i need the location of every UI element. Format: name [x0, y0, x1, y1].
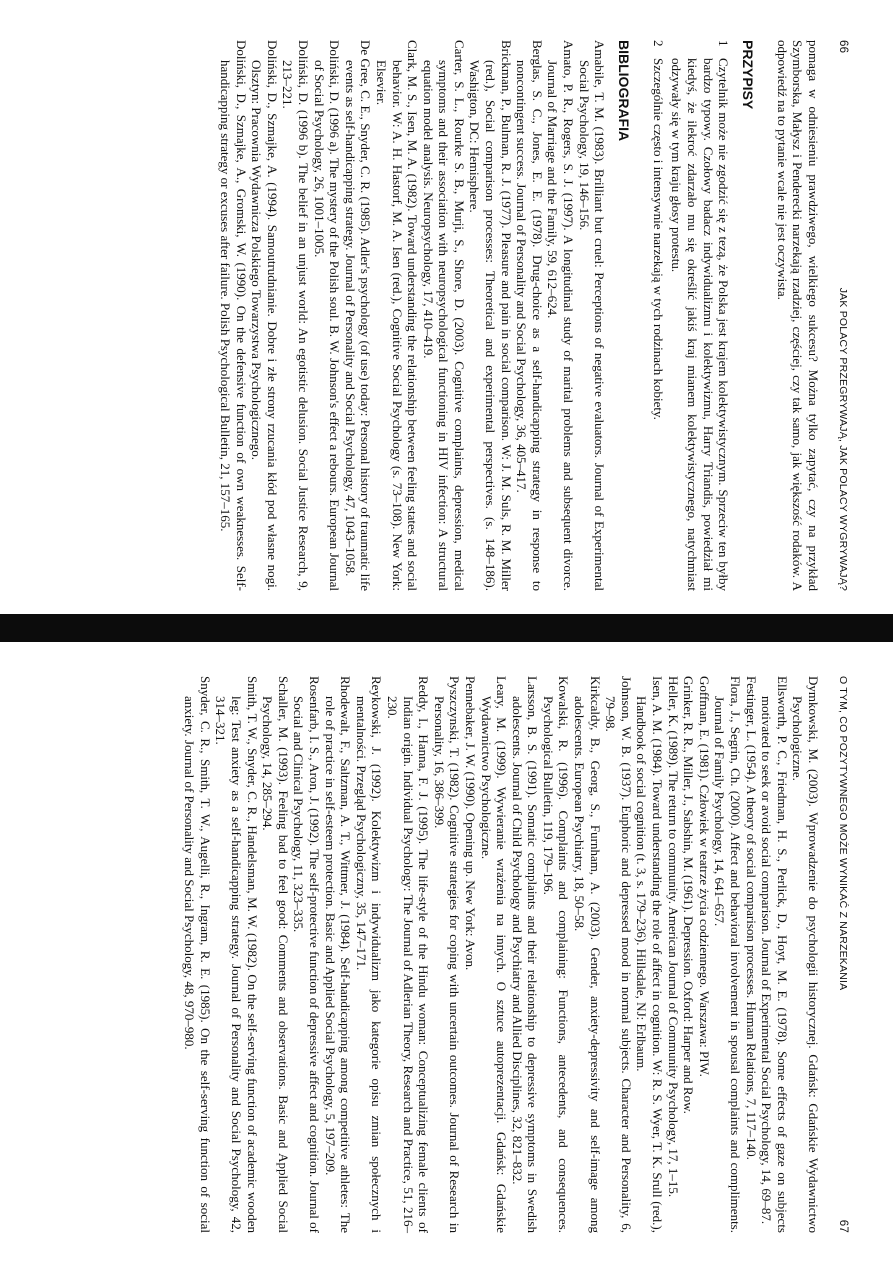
page-number-right: 67 [837, 1219, 849, 1233]
left-page [0, 0, 893, 613]
reference-item: Leary, M. (1999). Wywieranie wrażenia na innych. O sztuce autoprezentacji. Gdańsk: Gdańskie Wydawnictwo Psychologiczne. [478, 676, 510, 1233]
note-text: Czytelnik może nie zgodzić się z tezą, że Polska jest krajem kolektywistycznym. Sprzeciw ten byłby bardzo typowy. Czołowy badacz indywidualizmu i kolektywizmu, Harry Triandis, powiedział mi kiedyś, że ilekroć zdarzało mu się określić jakiś kraj mianem kolektywistycznego, natychmiast odzywały się w tym kraju głosy protestu. [669, 58, 732, 591]
bibliography-heading: BIBLIOGRAFIA [616, 40, 633, 142]
reference-list-left [217, 40, 607, 591]
reference-item: Doliński, D., Szmajke, A. (1994). Samoutrudnianie. Dobre i złe strony rzucania kłód pod własne nogi. Olsztyn: Pracownia Wydawnicza Polskiego Towarzystwa Psychologicznego. [249, 40, 280, 591]
reference-item: Kirkcaldy, B., Georg, S., Furnham, A. (2003). Gender, anxiety-depressivity and self-image among adolescents. European Psychiatry, 18, 50–58. [572, 676, 603, 1233]
reference-item: Dymkowski, M. (2003). Wprowadzenie do psychologii historycznej. Gdańsk: Gdańskie Wydawnictwo Psychologiczne. [790, 676, 821, 1233]
right-page [0, 646, 893, 1263]
note-number: 2 [650, 40, 666, 47]
note-number: 1 [716, 40, 732, 47]
reference-item: Isen, A. M. (1984). Toward understanding the role of affect in cognition. W: R. S. Wyer, T. K. Srull (red.), Handbook of social cognition (t. 3, s. 179–236). Hillsdale, NJ: Erlbaum. [634, 676, 666, 1233]
reference-item: De Gree, C. E., Snyder, C. R. (1985). Adler's psychology (of use) today: Personal history of traumatic life events as self-handicapping strategy. Journal of Personality and Social Psychology, 47, 1043–1058. [342, 40, 374, 591]
reference-item: Rhodewalt, F., Saltzman, A. T., Wittmer, J. (1984). Self-handicapping among competitive athletes: The role of practice in self-esteem protection. Basic and Applied Social Psychology, 5, 197–209. [322, 676, 354, 1233]
reference-item: Doliński, D. (1996 b). The belief in an unjust world: An egotistic delusion. Social Justice Research, 9, 213–221. [280, 40, 311, 591]
reference-item: Brickman, P., Bulman, R. J. (1977). Pleasure and pain in social comparison. W: J. M. Suls, R. M. Miller (red.), Social comparison processes: Theoretical and experimental perspectives. (s. 148–186). Washigton, DC: Hemisphere. [467, 40, 514, 591]
reference-item: Clark, M. S., Isen, M. A. (1982). Toward understanding the relationship between feeling states and social behavior. W: A. H. Hastorf, M. A. Isen (red.), Cognitive Social Psychology (s. 73–108). New York: Elsevier. [373, 40, 421, 591]
running-head-title-right: O TYM, CO POZYTYWNEGO MOŻE WYNIKAĆ Z NARZEKANIA [837, 676, 849, 991]
book-gutter [0, 614, 893, 642]
reference-item: Doliński, D. (1996 a). The mystery of the Polish soul. B. W. Johnson's effect a rebours. European Journal of Social Psychology, 26, 1001–1005. [311, 40, 343, 591]
reference-item: Doliński, D., Szmajke, A., Gromski, W. (1990). On the defensive function of own weaknesses. Self-handicapping strategy or excuses after failure. Polish Psychological Bulletin, 21, 157–165. [218, 40, 249, 591]
reference-item: Amato, P. R., Rogers, S. J. (1997). A longitudinal study of marital problems and subsequent divorce. Journal of Marriage and the Family, 59, 612–624. [545, 40, 577, 591]
reference-item: Amabile, T. M. (1983). Brilliant but cruel: Perceptions of negative evaluators. Journal of Experimental Social Psychology, 19, 146–156. [576, 40, 608, 591]
note-item [650, 40, 666, 591]
reference-item: Berglas, S. C., Jones, E. E. (1978). Drug-choice as a self-handicapping strategy in response to noncontingent success. Journal of Personality and Social Psychology, 36, 405–417. [514, 40, 545, 591]
note-item [669, 40, 731, 591]
reference-item: Kowalski, R. (1996). Complaints and complaining: Functions, antecedents, and consequences. Psychological Bulletin, 119, 179–196. [540, 676, 572, 1233]
note-text: Szczególnie często i intensywnie narzekają w tych rodzinach kobiety. [650, 58, 666, 420]
reference-list-right [182, 676, 821, 1233]
running-head-right [837, 676, 849, 1233]
page-number-left: 66 [837, 40, 849, 54]
reference-item: Schaller, M. (1993). Feeling bad to feel good: Comments and observations. Basic and Applied Social Psychology, 14, 285–294. [260, 676, 291, 1233]
reference-item: Heller, K. (1989). The return to community. American Journal of Community Psychology, 17, 1–15. [665, 676, 681, 1198]
reference-item: Carter, S. L., Rourke S. B., Murji, S., Shore, D. (2003). Cognitive complaints, depression, medical symptoms and their association with neuropsychological functioning in HIV infection: A structural equation model analysis. Neuropsychology, 17, 410–419. [420, 40, 467, 591]
reference-item: Pennebaker, J. W. (1990). Opening up. New York: Avon. [462, 676, 478, 971]
running-head-left [837, 40, 849, 591]
reference-item: Goffman, E. (1981). Człowiek w teatrze życia codziennego. Warszawa: PIW. [696, 676, 712, 1077]
running-head-title-left: JAK POLACY PRZEGRYWAJĄ, JAK POLACY WYGRYWAJĄ? [837, 287, 849, 591]
reference-item: Reddy, I., Hanna, F. J. (1995). The life-style of the Hindu woman: Conceptualizing female clients of Indian origin. Individual Psychology: The Journal of Adlerian Theory, Research and Practice, 51, 216–230. [384, 676, 432, 1233]
intro-paragraph: pomaga w odniesieniu prawdziwego, wielkiego sukcesu? Można tylko zapytać, czy na przykład Szymborska, Małysz i Penderecki narzekają rzadziej, częściej, czy tak samo, jak większość rodaków. A odpowiedź na to pytanie wcale nie jest oczywista. [774, 40, 821, 591]
reference-item: Flora, J., Segrin, Ch. (2000). Affect and behavioral involvement in spousal complaints and compliments. Journal of Family Psychology, 14, 641–657. [712, 676, 744, 1233]
reference-item: Johnson, W. B. (1937). Euphoric and depressed mood in normal subjects. Character and Personality, 6, 79–98. [603, 676, 634, 1233]
reference-item: Festinger, L. (1954). A theory of social comparison processes. Human Relations, 7, 117–140. [743, 676, 759, 1160]
notes-heading: PRZYPISY [740, 40, 757, 110]
reference-item: Ellsworth, P. C., Friedman, H. S., Perlick, D., Hoyt, M. E. (1978). Some effects of gaze on subjects motivated to seek or avoid social comparison. Journal of Experimental Social Psychology, 14, 69–87. [759, 676, 790, 1233]
notes-list [650, 40, 731, 591]
reference-item: Grinker, R. R., Miller, J., Sabshin, M. (1961). Depression. Oxford: Harper and Row. [681, 676, 697, 1114]
reference-item: Rosenfarb, I. S., Aron, J. (1992). The self-protective function of depressive affect and cognition. Journal of Social and Clinical Psychology, 11, 323–335. [291, 676, 322, 1233]
reference-item: Reykowski, J. (1992). Kolektywizm i indywidualizm jako kategorie opisu zmian społecznych i mentalności. Przegląd Psychologiczny, 35, 147–171. [353, 676, 385, 1233]
reference-item: Pyszczynski, T. (1982). Cognitive strategies for coping with uncertain outcomes. Journal of Research in Personality, 16, 386–399. [431, 676, 463, 1233]
reference-item: Larsson, B. S. (1991). Somatic complaints and their relationship to depressive symptoms in Swedish adolescents. Journal of Child Psychology and Psychiatry and Allied Disciplines, 32, 821–832. [509, 676, 541, 1233]
reference-item: Snyder, C. R., Smith, T. W., Augelli, R., Ingram, R. E. (1985). On the self-serving function of social anxiety. Journal of Personality and Social Psychology, 48, 970–980. [182, 676, 213, 1233]
reference-item: Smith, T. W., Snyder, C. R., Handelsman, M. W. (1982). On the self-serving function of academic wooden leg: Test anxiety as a self-handicapping strategy. Journal of Personality and Social Psychology, 42, 314–321. [213, 676, 260, 1233]
